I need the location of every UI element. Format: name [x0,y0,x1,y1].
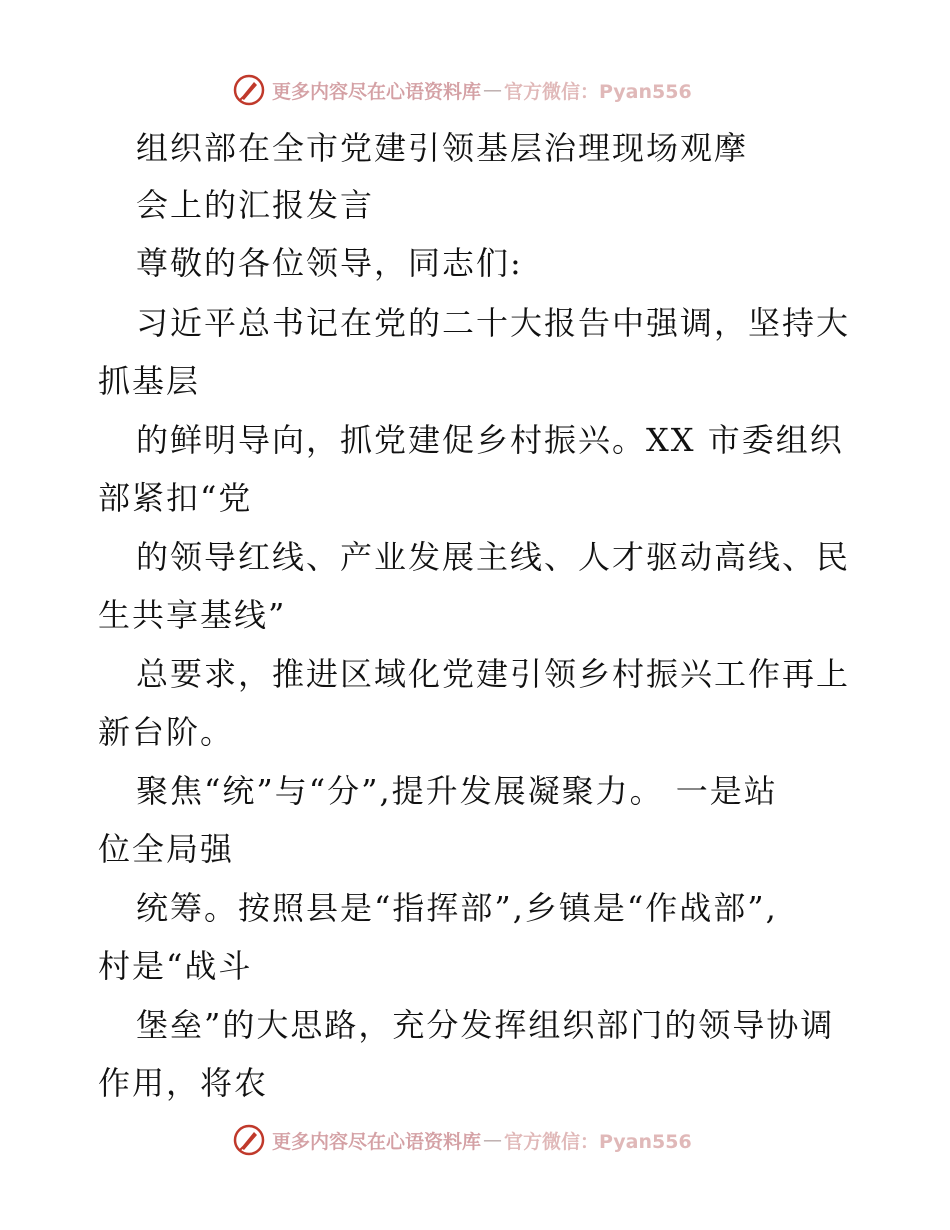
quill-pen-logo-icon [232,1123,266,1157]
banner-dash: — [483,79,503,101]
banner-wechat: 官方微信：Pyan556 [504,80,692,103]
footer-banner [232,1122,692,1158]
paragraph-line: 抓基层 [98,362,201,400]
paragraph-line: 习近平总书记在党的二十大报告中强调，坚持大 [136,304,851,342]
header-banner [232,72,692,108]
paragraph-line: 作用，将农 [98,1064,269,1102]
banner-text: 更多内容尽在心语资料库 [272,80,482,103]
banner-dash: — [483,1129,503,1151]
title-line-1: 组织部在全市党建引领基层治理现场观摩 [136,129,749,167]
paragraph-line: 堡垒”的大思路，充分发挥组织部门的领导协调 [136,1006,835,1044]
paragraph-line: 统筹。按照县是“指挥部”,乡镇是“作战部”, [136,889,778,927]
paragraph-line: 部紧扣“党 [98,479,253,517]
paragraph-line: 位全局强 [98,830,235,868]
paragraph-line: 总要求，推进区域化党建引领乡村振兴工作再上 [136,655,851,693]
paragraph-line: 的领导红线、产业发展主线、人才驱动高线、民 [136,538,851,576]
paragraph-line: 聚焦“统”与“分”,提升发展凝聚力。 一是站 [136,772,778,810]
title-line-2: 会上的汇报发言 [136,186,375,224]
paragraph-line: 村是“战斗 [98,947,253,985]
salutation: 尊敬的各位领导，同志们: [136,244,523,282]
paragraph-line: 的鲜明导向，抓党建促乡村振兴。XX 市委组织 [136,421,844,459]
banner-wechat: 官方微信：Pyan556 [504,1130,692,1153]
banner-text: 更多内容尽在心语资料库 [272,1130,482,1153]
paragraph-line: 生共享基线” [98,596,287,634]
paragraph-line: 新台阶。 [98,713,235,751]
quill-pen-logo-icon [232,73,266,107]
